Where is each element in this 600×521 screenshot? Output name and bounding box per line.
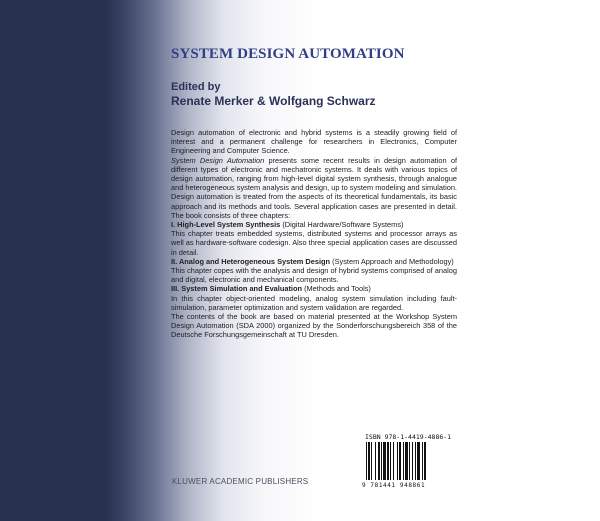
barcode-bar [415,442,416,480]
chapter-1-heading [171,220,457,229]
isbn-label: ISBN 978-1-4419-4886-1 [365,433,452,441]
book-title: SYSTEM DESIGN AUTOMATION [171,46,405,62]
barcode-bar [412,442,413,480]
barcode-bar [403,442,404,480]
barcode-bar [409,442,410,480]
overview-text: presents some recent results in design automation of different types of electronic and mechatronic systems. It deals with various topics of design automation, ranging from high-level digital system synthesis, through analogue and heterogeneous system analysis and design, up to system modeling and simulation. Design automation is treated from the aspects of its theoretical fundamentals, its basic approach and its methods and tools. Several application cases are presented in detail. The book consists of three chapters: [171,155,457,220]
barcode-bar [405,442,408,480]
chapter-2-description: This chapter copes with the analysis and design of hybrid systems comprised of analog and digital, electronic and mechanical components. [171,266,457,285]
chapter-1-description: This chapter treats embedded systems, distributed systems and processor arrays as well as hardware-software codesign. Also three special application cases are discussed in detail. [171,229,457,257]
barcode-bar [390,442,391,480]
barcode-bar [424,442,426,480]
chapter-3-subtitle: (Methods and Tools) [302,284,371,294]
barcode-bar [371,442,372,480]
chapter-2-heading [171,257,457,266]
chapter-1-subtitle: (Digital Hardware/Software Systems) [280,220,404,230]
blurb [171,128,457,340]
barcode-bar [399,442,401,480]
chapter-1-title: I. High-Level System Synthesis [171,220,281,230]
authors: Renate Merker & Wolfgang Schwarz [171,94,376,108]
barcode-area [361,442,459,488]
barcode-number: 9 781441 948861 [362,482,426,489]
chapter-2-subtitle: (System Approach and Methodology) [330,256,454,266]
edited-by-label: Edited by [171,81,221,93]
chapter-3-title: III. System Simulation and Evaluation [171,284,303,294]
barcode-bar [375,442,376,480]
book-title-italic: System Design Automation [171,155,265,165]
barcode-bar [378,442,380,480]
barcode-bar [422,442,423,480]
barcode-bar [381,442,382,480]
barcode-bar [387,442,389,480]
chapter-3-description: In this chapter object-oriented modeling, analog system simulation including fault-simulation, parameter optimization and system validation are regarded. [171,293,457,312]
barcode-bar [417,442,420,480]
barcode-icon [365,442,457,482]
publisher-name: KLUWER ACADEMIC PUBLISHERS [172,477,309,486]
barcode-bar [368,442,370,480]
overview-paragraph [171,156,457,220]
intro-paragraph: Design automation of electronic and hybrid systems is a steadily growing field of interest and a permanent challenge for researchers in Electronics, Computer Engineering and Computer Science. [171,128,457,156]
barcode-bar [383,442,386,480]
barcode-bar [366,442,367,480]
barcode-bar [397,442,398,480]
chapter-2-title: II. Analog and Heterogeneous System Design [171,256,331,266]
barcode-bar [393,442,394,480]
closing-paragraph: The contents of the book are based on material presented at the Workshop System Design Automation (SDA 2000) organized by the Sonderforschungsbereich 358 of the Deutsche Forschungsgemeinschaft at TU Dresden. [171,312,457,340]
chapter-3-heading [171,284,457,293]
